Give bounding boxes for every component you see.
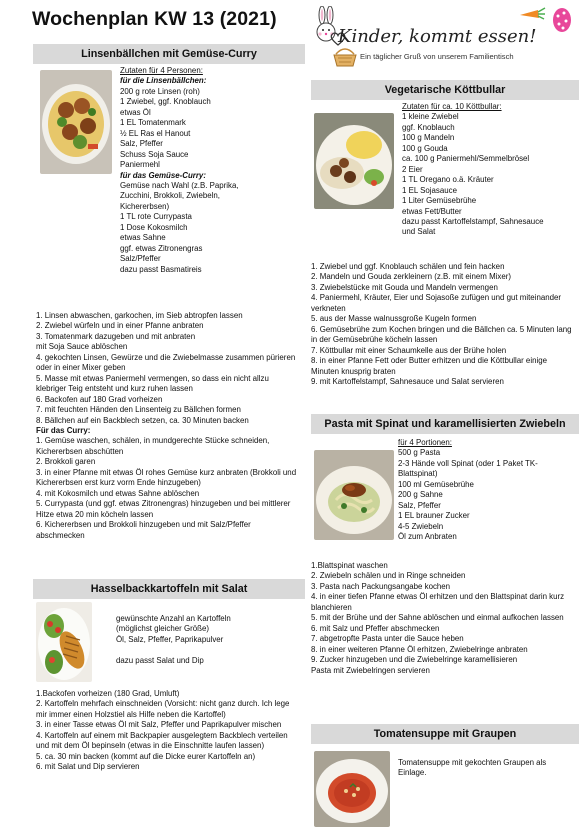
ingredient-line: Schuss Soja Sauce <box>120 149 189 159</box>
ingredient-line: 1 TL rote Currypasta <box>120 212 192 222</box>
step-line: 7. mit feuchten Händen den Linsenteig zu Bällchen formen <box>36 405 241 415</box>
step-line: 3. Pasta nach Packungsangabe kochen <box>311 581 451 591</box>
ingredient-line: Tomatensuppe mit gekochten Graupen als <box>398 758 547 767</box>
ingredient-line: 1 EL Tomatenmark <box>120 118 186 128</box>
step-line: 7. abgetropfte Pasta unter die Sauce heben <box>311 634 464 644</box>
pasta-steps <box>311 561 577 676</box>
ingredient-line: etwas Fett/Butter <box>402 206 462 216</box>
step-line: 3. in einer Pfanne mit etwas Öl rohes Gemüse kurz anbraten (Brokkoli und Kichererbsen erst kurz vorm Ende hinzugeben) <box>36 467 297 488</box>
ingredient-line: Öl, Salz, Pfeffer, Paprikapulver <box>116 634 224 644</box>
logo-text: Kinder, kommt essen! <box>338 26 537 47</box>
ingredient-line: ½ EL Ras el Hanout <box>120 128 191 138</box>
step-line: 4. Kartoffeln auf einem mit Backpapier ausgelegtem Backblech verteilen und mit dem Öl bepinseln (etwas in die Einschnitte laufen lassen) <box>36 730 288 751</box>
ingredient-line: ca. 100 g Paniermehl/Semmelbrösel <box>402 154 530 164</box>
step-line: 1. Zwiebel und ggf. Knoblauch schälen und fein hacken <box>311 262 505 271</box>
ingredient-line: Gemüse nach Wahl (z.B. Paprika, <box>120 180 239 190</box>
linsen-steps <box>36 311 298 541</box>
step-line: 8. in einer Pfanne Fett oder Butter erhitzen und die Köttbullar einige Minuten knusprig braten <box>311 356 547 376</box>
koettbullar-header: Vegetarische Köttbullar <box>311 80 579 100</box>
ingredient-line: dazu passt Basmatireis <box>120 264 202 274</box>
ingredient-line: Zutaten für 4 Personen: <box>120 66 203 75</box>
ingredient-line: 100 g Mandeln <box>402 133 455 143</box>
ingredient-line: 1 EL Sojasauce <box>402 185 457 195</box>
ingredient-line: Salz, Pfeffer <box>398 500 441 510</box>
step-line: 8. in einer weiteren Pfanne Öl erhitzen, Zwiebelringe anbraten <box>311 644 528 654</box>
pasta-header: Pasta mit Spinat und karamellisierten Zwiebeln <box>311 414 579 434</box>
ingredient-line: 1 Dose Kokosmilch <box>120 222 188 232</box>
ingredient-line: 2-3 Hände voll Spinat (oder 1 Paket TK- <box>398 458 538 468</box>
step-line: 6. Gemüsebrühe zum Kochen bringen und die Bällchen ca. 5 Minuten lang in der Gemüsebrühe köcheln lassen <box>311 324 572 345</box>
step-line: 4. mit Kokosmilch und etwas Sahne ablöschen <box>36 488 200 498</box>
step-line: 6. mit Salz und Pfeffer abschmecken <box>311 623 440 633</box>
step-line: 6. Backofen auf 180 Grad vorheizen <box>36 394 163 404</box>
step-line: 3. in einer Tasse etwas Öl mit Salz, Pfeffer und Paprikapulver mischen <box>36 720 282 730</box>
koettbullar-ingredients <box>402 102 579 238</box>
ingredient-line: 1 Zwiebel, ggf. Knoblauch <box>120 97 211 107</box>
hassel-header: Hasselbackkartoffeln mit Salat <box>33 579 305 599</box>
ingredient-line: ggf. Knoblauch <box>402 122 455 132</box>
ingredient-line: 1 kleine Zwiebel <box>402 112 459 122</box>
ingredient-line: 100 ml Gemüsebrühe <box>398 479 474 489</box>
step-line: 1. Gemüse waschen, schälen, in mundgerechte Stücke schneiden, Kichererbsen abschütten <box>36 436 270 456</box>
pasta-photo <box>314 450 394 540</box>
step-line: 4. gekochten Linsen, Gewürze und die Zwiebelmasse zusammen pürieren oder in einer Mixer geben <box>36 352 296 373</box>
step-line: 5. aus der Masse walnussgroße Kugeln formen <box>311 314 477 324</box>
step-line: 1.Blattspinat waschen <box>311 561 388 570</box>
ingredient-line: gewünschte Anzahl an Kartoffeln <box>116 614 231 623</box>
step-line: 9. Zucker hinzugeben und die Zwiebelringe karamellisieren <box>311 655 518 665</box>
step-subheading: Für das Curry: <box>36 425 91 435</box>
step-line: 2. Zwiebeln schälen und in Ringe schneiden <box>311 571 466 581</box>
linsen-photo <box>40 70 112 174</box>
ingredient-line: für das Gemüse-Curry: <box>120 170 206 180</box>
step-line: 7. Köttbullar mit einer Schaumkelle aus der Brühe holen <box>311 345 507 355</box>
step-line: 2. Zwiebel würfeln und in einer Pfanne anbraten <box>36 321 204 331</box>
koettbullar-steps <box>311 262 577 387</box>
logo <box>312 4 580 70</box>
step-line: 2. Mandeln und Gouda zerkleinern (z.B. mit einem Mixer) <box>311 272 511 282</box>
ingredient-line: 1 Liter Gemüsebrühe <box>402 196 477 206</box>
hassel-ingredients <box>116 614 302 666</box>
step-line: 5. Currypasta (und ggf. etwas Zitronengras) hinzugeben und bei mittlerer Hitze etwa 20 min köcheln lassen <box>36 499 291 519</box>
ingredient-line: Zucchini, Brokkoli, Zwiebeln, <box>120 191 220 201</box>
ingredient-line: für die Linsenbällchen: <box>120 76 207 86</box>
ingredient-line: etwas Sahne <box>120 233 166 243</box>
ingredient-line: 2 Eier <box>402 164 423 174</box>
tomaten-photo <box>314 751 390 827</box>
step-line: 5. Masse mit etwas Paniermehl vermengen, so dass ein nicht allzu klebriger Teig entsteht und kurz ruhen lassen <box>36 373 269 394</box>
step-line: 9. mit Kartoffelstampf, Sahnesauce und Salat servieren <box>311 376 504 386</box>
ingredient-line: 100 g Gouda <box>402 143 448 153</box>
ingredient-line: 500 g Pasta <box>398 448 441 458</box>
ingredient-line: Kichererbsen) <box>120 201 170 211</box>
ingredient-line: 1 TL Oregano o.ä. Kräuter <box>402 175 494 185</box>
logo-subtitle: Ein täglicher Gruß von unserem Familientisch <box>360 52 514 61</box>
linsen-header: Linsenbällchen mit Gemüse-Curry <box>33 44 305 64</box>
ingredient-line: Paniermehl <box>120 160 160 170</box>
ingredient-line: Salz, Pfeffer <box>120 139 163 149</box>
ingredient-line: Zutaten für ca. 10 Köttbullar: <box>402 102 502 111</box>
ingredient-line: etwas Öl <box>120 107 151 117</box>
step-line: 2. Kartoffeln mehrfach einschneiden (Vorsicht: nicht ganz durch. Ich lege mir immer einen Holzstiel als Hilfe neben die Kartoffel) <box>36 699 290 719</box>
ingredient-line: 200 g rote Linsen (roh) <box>120 86 200 96</box>
ingredient-line: und Salat <box>402 227 436 237</box>
step-line: 3. Tomatenmark dazugeben und mit anbraten <box>36 331 196 341</box>
tomaten-ingredients <box>398 758 579 779</box>
ingredient-line: Salz/Pfeffer <box>120 254 161 264</box>
egg-icon <box>550 4 574 34</box>
step-line: 6. mit Salat und Dip servieren <box>36 762 140 772</box>
step-line: 3. Zwiebelstücke mit Gouda und Mandeln vermengen <box>311 282 498 292</box>
ingredient-line: Blattspinat) <box>398 469 438 479</box>
hassel-photo <box>36 602 92 682</box>
page-title: Wochenplan KW 13 (2021) <box>32 8 277 30</box>
step-line: 2. Brokkoli garen <box>36 457 96 467</box>
basket-icon <box>332 48 358 68</box>
ingredient-line <box>116 645 302 655</box>
step-line: 1.Backofen vorheizen (180 Grad, Umluft) <box>36 689 180 698</box>
pasta-ingredients <box>398 438 579 543</box>
ingredient-line: 200 g Sahne <box>398 490 443 500</box>
step-line: 4. in einer tiefen Pfanne etwas Öl erhitzen und den Blattspinat darin kurz blanchieren <box>311 592 565 612</box>
ingredient-line: für 4 Portionen: <box>398 438 452 447</box>
ingredient-line: dazu passt Salat und Dip <box>116 655 204 665</box>
step-line: 5. ca. 30 min backen (kommt auf die Dicke eurer Kartoffeln an) <box>36 751 256 761</box>
carrot-icon <box>518 6 546 22</box>
koettbullar-photo <box>314 113 394 209</box>
linsen-ingredients <box>120 66 302 275</box>
step-line: 6. Kichererbsen und Brokkoli hinzugeben und mit Salz/Pfeffer abschmecken <box>36 520 251 540</box>
tomaten-header: Tomatensuppe mit Graupen <box>311 724 579 744</box>
ingredient-line: Öl zum Anbraten <box>398 532 457 542</box>
step-line: mit Soja Sauce ablöschen <box>36 342 128 352</box>
step-line: 5. mit der Brühe und der Sahne ablöschen und einmal aufkochen lassen <box>311 613 564 623</box>
step-line: 4. Paniermehl, Kräuter, Eier und Sojasoße zufügen und gut miteinander verkneten <box>311 293 562 313</box>
step-line: 8. Bällchen auf ein Backblech setzen, ca. 30 Minuten backen <box>36 415 249 425</box>
ingredient-line: Einlage. <box>398 768 427 778</box>
step-line: Pasta mit Zwiebelringen servieren <box>311 665 430 675</box>
hassel-steps <box>36 689 298 773</box>
ingredient-line: 1 EL brauner Zucker <box>398 511 470 521</box>
ingredient-line: ggf. etwas Zitronengras <box>120 243 203 253</box>
ingredient-line: (möglichst gleicher Größe) <box>116 624 209 634</box>
ingredient-line: dazu passt Kartoffelstampf, Sahnesauce <box>402 216 544 226</box>
ingredient-line: 4-5 Zwiebeln <box>398 521 444 531</box>
step-line: 1. Linsen abwaschen, garkochen, im Sieb abtropfen lassen <box>36 311 243 320</box>
